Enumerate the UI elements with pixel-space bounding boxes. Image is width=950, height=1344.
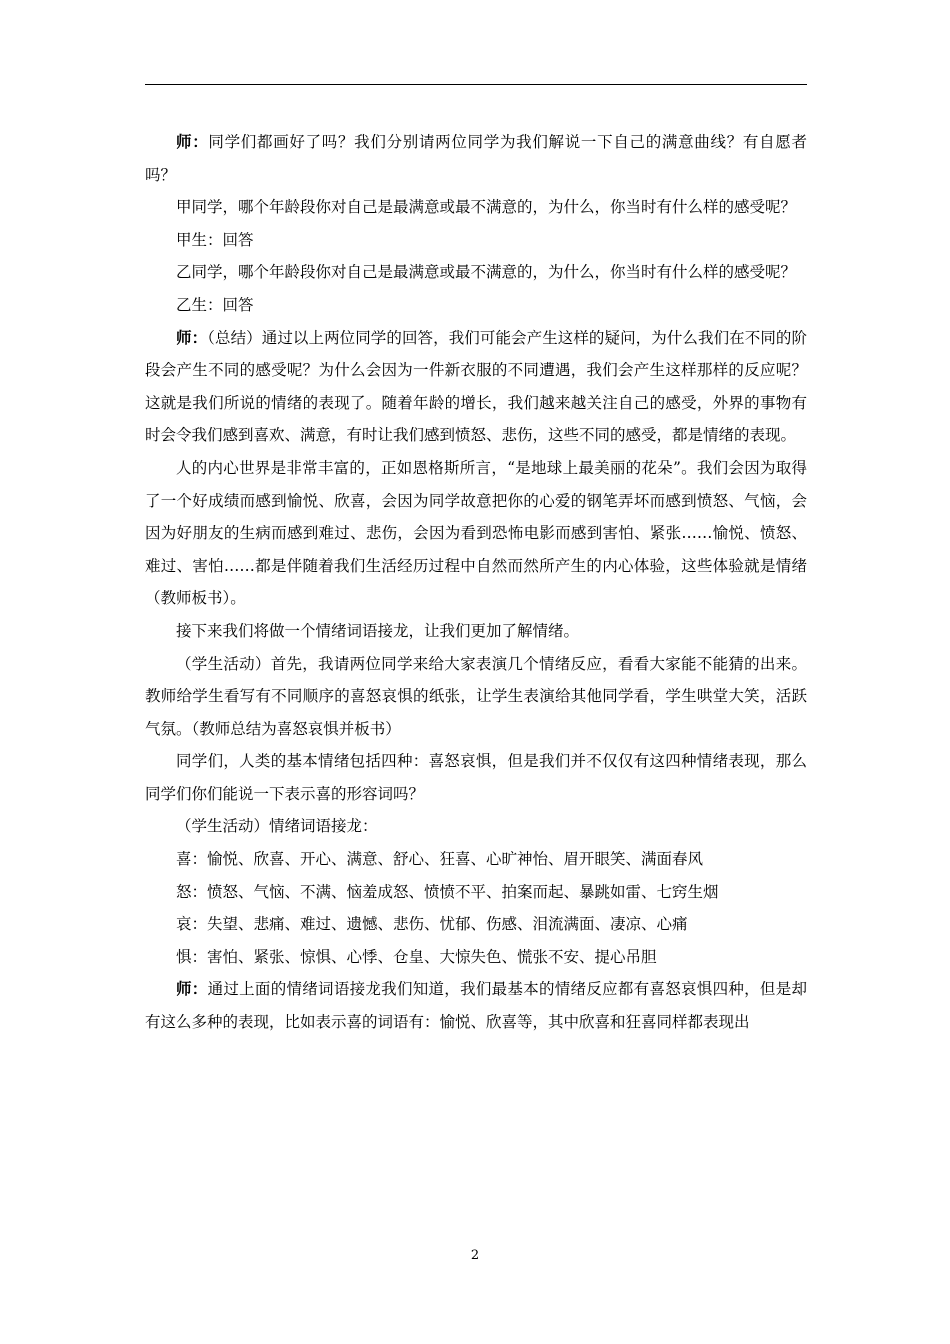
paragraph-text: 接下来我们将做一个情绪词语接龙，让我们更加了解情绪。 bbox=[176, 621, 580, 640]
speaker-label: 师： bbox=[176, 132, 209, 151]
header-rule bbox=[145, 84, 807, 85]
paragraph bbox=[145, 289, 807, 322]
paragraph-text: 甲同学，哪个年龄段你对自己是最满意或最不满意的，为什么，你当时有什么样的感受呢？ bbox=[176, 198, 797, 217]
paragraph-text: 乙生：回答 bbox=[176, 295, 254, 314]
paragraph-text: （总结）通过以上两位同学的回答，我们可能会产生这样的疑问，为什么我们在不同的阶段会产生不同的感受呢？为什么会因为一件新衣服的不同遭遇，我们会产生这样那样的反应呢？这就是我们所说的情绪的表现了。随着年龄的增长，我们越来越关注自己的感受，外界的事物有时会令我们感到喜欢、满意，有时让我们感到愤怒、悲伤，这些不同的感受，都是情绪的表现。 bbox=[145, 328, 807, 445]
paragraph bbox=[145, 810, 807, 843]
paragraph-text: （学生活动）情绪词语接龙： bbox=[176, 817, 378, 836]
paragraph bbox=[145, 615, 807, 648]
paragraph bbox=[145, 224, 807, 257]
paragraph-text: 惧：害怕、紧张、惊惧、心悸、仓皇、大惊失色、慌张不安、提心吊胆 bbox=[176, 947, 657, 966]
paragraph-text: 乙同学，哪个年龄段你对自己是最满意或最不满意的，为什么，你当时有什么样的感受呢？ bbox=[176, 263, 797, 282]
emotion-list-joy bbox=[145, 843, 807, 876]
speaker-label: 师： bbox=[176, 979, 208, 999]
body-text bbox=[145, 126, 807, 1039]
paragraph-text: 哀：失望、悲痛、难过、遗憾、悲伤、忧郁、伤感、泪流满面、凄凉、心痛 bbox=[176, 915, 688, 934]
paragraph bbox=[145, 256, 807, 289]
paragraph bbox=[145, 452, 807, 615]
paragraph bbox=[145, 191, 807, 224]
emotion-list-sorrow bbox=[145, 908, 807, 941]
paragraph-text: 同学们，人类的基本情绪包括四种：喜怒哀惧，但是我们并不仅仅有这四种情绪表现，那么同学们你们能说一下表示喜的形容词吗？ bbox=[145, 752, 807, 803]
paragraph-text: 喜：愉悦、欣喜、开心、满意、舒心、狂喜、心旷神怡、眉开眼笑、满面春风 bbox=[176, 850, 704, 869]
page-number: 2 bbox=[470, 1248, 480, 1263]
emotion-list-anger bbox=[145, 876, 807, 909]
paragraph bbox=[145, 126, 807, 191]
paragraph bbox=[145, 322, 807, 452]
paragraph-text: 人的内心世界是非常丰富的，正如恩格斯所言，“是地球上最美丽的花朵”。我们会因为取得了一个好成绩而感到愉悦、欣喜，会因为同学故意把你的心爱的钢笔弄坏而感到愤怒、气恼，会因为好朋友的生病而感到难过、悲伤，会因为看到恐怖电影而感到害怕、紧张……愉悦、愤怒、难过、害怕……都是伴随着我们生活经历过程中自然而然所产生的内心体验，这些体验就是情绪（教师板书）。 bbox=[145, 458, 807, 608]
paragraph bbox=[145, 648, 807, 746]
paragraph-text: 怒：愤怒、气恼、不满、恼羞成怒、愤愤不平、拍案而起、暴跳如雷、七窍生烟 bbox=[176, 882, 719, 901]
emotion-list-fear bbox=[145, 941, 807, 974]
speaker-label: 师： bbox=[176, 327, 208, 347]
paragraph-text: 同学们都画好了吗？我们分别请两位同学为我们解说一下自己的满意曲线？有自愿者吗？ bbox=[145, 133, 807, 184]
paragraph-text: 通过上面的情绪词语接龙我们知道，我们最基本的情绪反应都有喜怒哀惧四种，但是却有这么多种的表现，比如表示喜的词语有：愉悦、欣喜等，其中欣喜和狂喜同样都表现出 bbox=[145, 980, 807, 1032]
paragraph bbox=[145, 745, 807, 810]
paragraph-text: 甲生：回答 bbox=[176, 230, 254, 249]
paragraph bbox=[145, 973, 807, 1038]
paragraph-text: （学生活动）首先，我请两位同学来给大家表演几个情绪反应，看看大家能不能猜的出来。教师给学生看写有不同顺序的喜怒哀惧的纸张，让学生表演给其他同学看，学生哄堂大笑，活跃气氛。（教师总结为喜怒哀惧并板书） bbox=[145, 654, 807, 738]
